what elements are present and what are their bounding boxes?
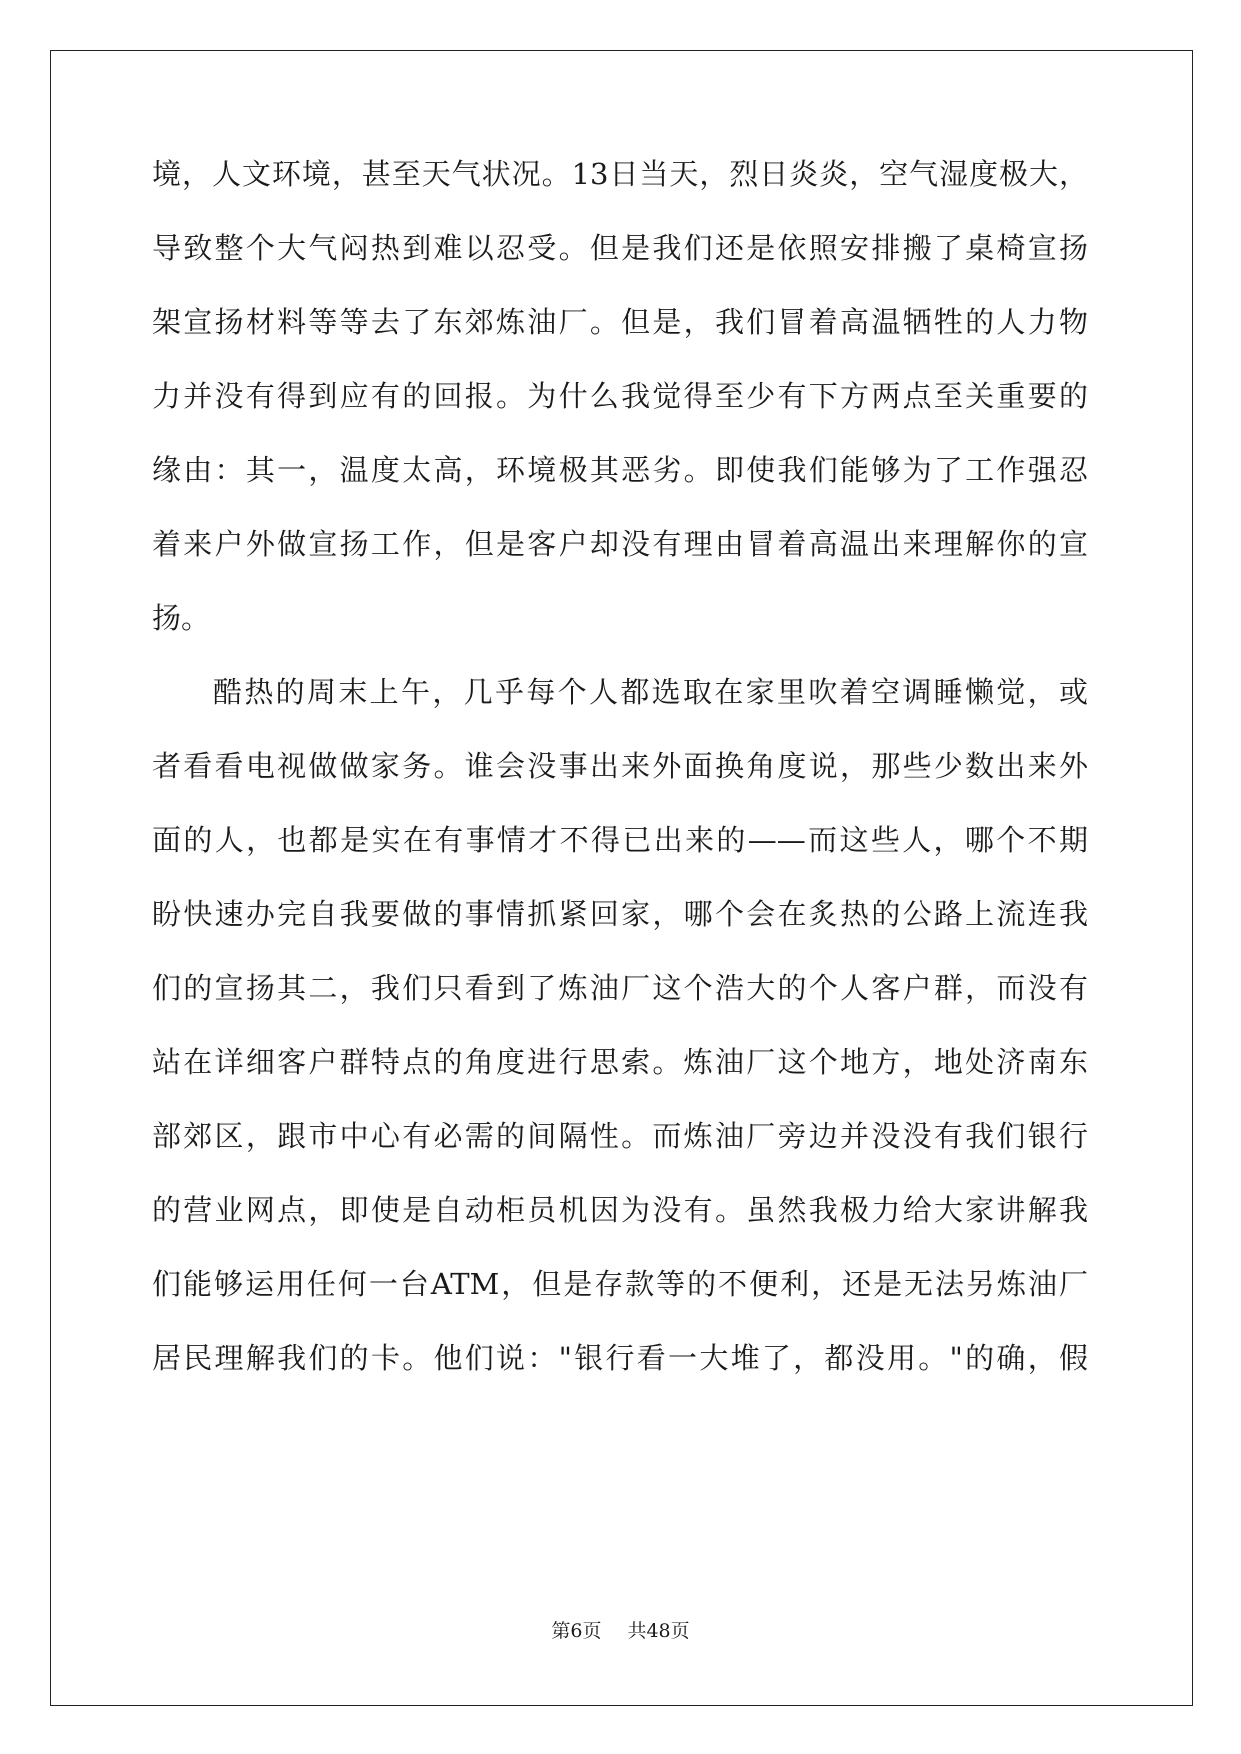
body-line-4: 力并没有得到应有的回报。为什么我觉得至少有下方两点至关重要的 bbox=[152, 379, 1088, 413]
body-line-7: 扬。 bbox=[152, 601, 211, 635]
page-border bbox=[50, 50, 1193, 1706]
body-line-1: 境，人文环境，甚至天气状况。13日当天，烈日炎炎，空气湿度极大， bbox=[152, 157, 1088, 191]
body-line-5: 缘由：其一，温度太高，环境极其恶劣。即使我们能够为了工作强忍 bbox=[152, 453, 1088, 487]
body-line-11: 盼快速办完自我要做的事情抓紧回家，哪个会在炙热的公路上流连我 bbox=[152, 897, 1088, 931]
body-line-13: 站在详细客户群特点的角度进行思索。炼油厂这个地方，地处济南东 bbox=[152, 1045, 1088, 1079]
page-footer bbox=[0, 1616, 1241, 1643]
body-line-10: 面的人，也都是实在有事情才不得已出来的——而这些人，哪个不期 bbox=[152, 823, 1088, 857]
page-total: 共48页 bbox=[627, 1620, 690, 1642]
body-line-14: 部郊区，跟市中心有必需的间隔性。而炼油厂旁边并没没有我们银行 bbox=[152, 1119, 1088, 1153]
body-line-3: 架宣扬材料等等去了东郊炼油厂。但是，我们冒着高温牺牲的人力物 bbox=[152, 305, 1088, 339]
body-line-15: 的营业网点，即使是自动柜员机因为没有。虽然我极力给大家讲解我 bbox=[152, 1193, 1088, 1227]
page-number: 第6页 bbox=[551, 1620, 602, 1642]
body-line-9: 者看看电视做做家务。谁会没事出来外面换角度说，那些少数出来外 bbox=[152, 749, 1088, 783]
body-line-6: 着来户外做宣扬工作，但是客户却没有理由冒着高温出来理解你的宣 bbox=[152, 527, 1088, 561]
body-line-12: 们的宣扬其二，我们只看到了炼油厂这个浩大的个人客户群，而没有 bbox=[152, 971, 1088, 1005]
body-line-2: 导致整个大气闷热到难以忍受。但是我们还是依照安排搬了桌椅宣扬 bbox=[152, 231, 1088, 265]
body-line-17: 居民理解我们的卡。他们说："银行看一大堆了，都没用。"的确，假 bbox=[152, 1341, 1088, 1375]
body-line-16: 们能够运用任何一台ATM，但是存款等的不便利，还是无法另炼油厂 bbox=[152, 1267, 1088, 1301]
paragraph-start-line: 酷热的周末上午，几乎每个人都选取在家里吹着空调睡懒觉，或 bbox=[213, 675, 1088, 709]
